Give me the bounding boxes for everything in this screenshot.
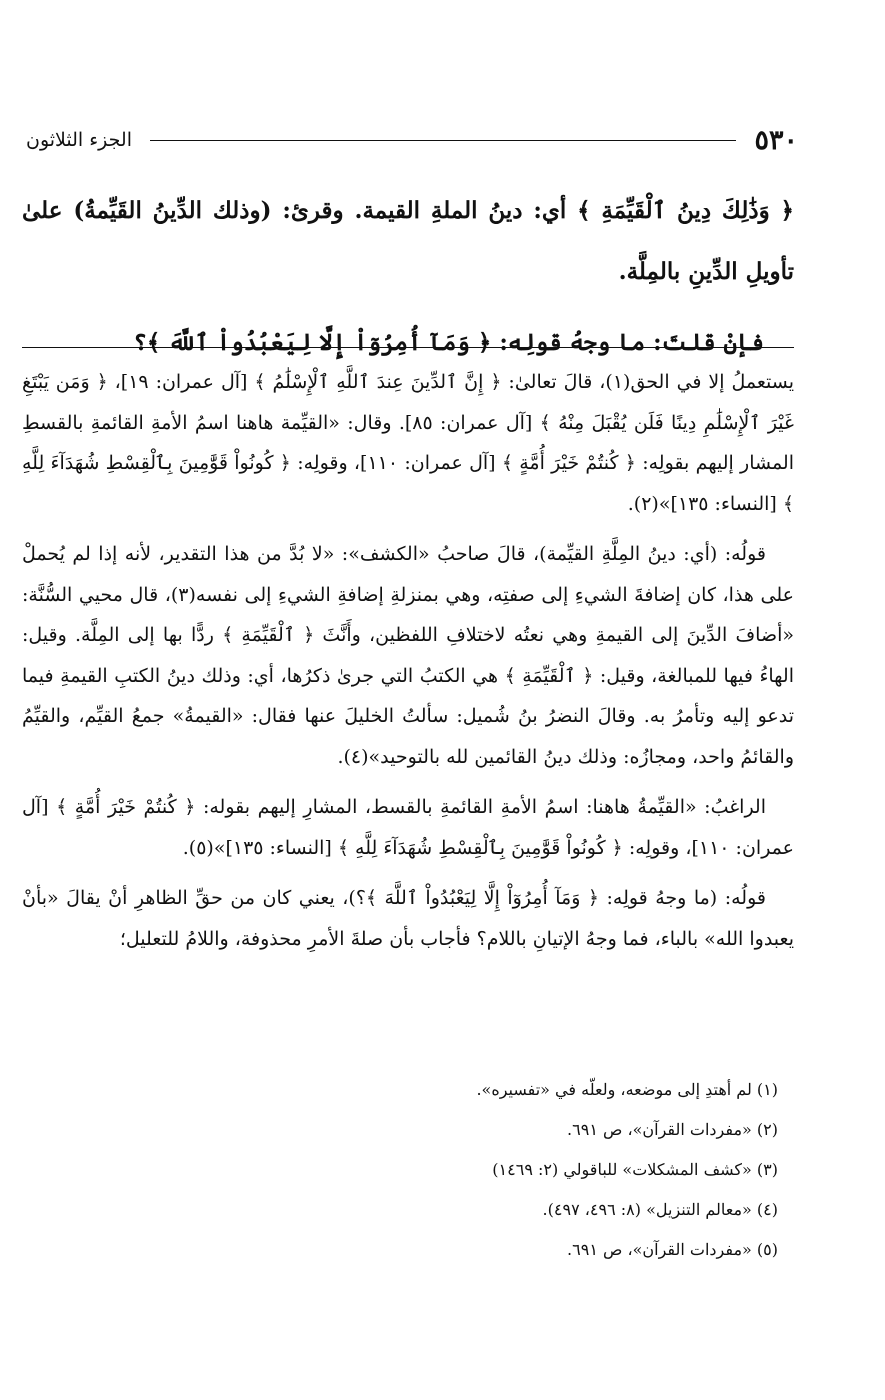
commentary-section — [22, 362, 794, 969]
main-paragraph-1: ﴿ وَذَٰلِكَ دِينُ ٱلْقَيِّمَةِ ﴾ أي: دينُ الملةِ القيمة. وقرئ: (وذلك الدِّينُ القَيِّمةُ) علىٰ تأويلِ الدِّينِ بالمِلَّة. — [22, 197, 794, 285]
main-text — [22, 180, 794, 373]
header-rule — [150, 140, 737, 141]
main-paragraph-2: فإنْ قلتَ: ما وجهُ قولِه: ﴿ وَمَآ أُمِرُوٓاْ إِلَّا لِيَعْبُدُواْ ٱللَّهَ ﴾؟ — [133, 329, 764, 356]
footnote-5: (٥) «مفردات القرآن»، ص ٦٩١. — [567, 1240, 778, 1259]
commentary-paragraph-3: الراغبُ: «القيِّمةُ هاهنا: اسمُ الأمةِ القائمةِ بالقسط، المشارِ إليهم بقوله: ﴿ كُنتُمْ خَيْرَ أُمَّةٍ ﴾ [آل عمران: ١١٠]، وقولِه: ﴿ كُونُواْ قَوَّٰمِينَ بِٱلْقِسْطِ شُهَدَآءَ لِلَّهِ ﴾ [النساء: ١٣٥]»(٥). — [22, 796, 794, 859]
footnote-4: (٤) «معالم التنزيل» (٨: ٤٩٦، ٤٩٧). — [542, 1200, 778, 1219]
commentary-paragraph-1: يستعملُ إلا في الحق(١)، قالَ تعالىٰ: ﴿ إِنَّ ٱلدِّينَ عِندَ ٱللَّهِ ٱلْإِسْلَٰمُ ﴾ [آل عمران: ١٩]، ﴿ وَمَن يَبْتَغِ غَيْرَ ٱلْإِسْلَٰمِ دِينًا فَلَن يُقْبَلَ مِنْهُ ﴾ [آل عمران: ٨٥]. وقال: «القيِّمة هاهنا اسمُ الأمةِ القائمةِ بالقسطِ المشار إليهم بقولِه: ﴿ كُنتُمْ خَيْرَ أُمَّةٍ ﴾ [آل عمران: ١١٠]، وقولِه: ﴿ كُونُواْ قَوَّٰمِينَ بِٱلْقِسْطِ شُهَدَآءَ لِلَّهِ ﴾ [النساء: ١٣٥]»(٢). — [22, 371, 795, 515]
footnote-1: (١) لم أهتدِ إلى موضعه، ولعلّه في «تفسيره». — [476, 1080, 778, 1099]
page-header — [26, 120, 798, 160]
commentary-paragraph-2: قولُه: (أي: دينُ المِلَّةِ القيِّمة)، قالَ صاحبُ «الكشف»: «لا بُدَّ من هذا التقدير، لأنه إذا لم يُحملْ على هذا، كان إضافةَ الشيءِ إلى صفتِه، وهي بمنزلةِ إضافةِ الشيءِ إلى نفسه(٣)، قال محيي السُّنَّة: «أضافَ الدِّينَ إلى القيمةِ وهي نعتُه لاختلافِ اللفظين، وأَنَّثَ ﴿ ٱلْقَيِّمَةِ ﴾ ردًّا بها إلى المِلَّة. وقيل: الهاءُ فيها للمبالغة، وقيل: ﴿ ٱلْقَيِّمَةِ ﴾ هي الكتبُ التي جرىٰ ذكرُها، أي: وذلك دينُ الكتبِ القيمةِ فيما تدعو إليه وتأمرُ به. وقالَ النضرُ بنُ شُميل: سألتُ الخليلَ عنها فقال: «القيمةُ» جمعُ القيِّم، والقيِّمُ والقائمُ واحد، ومجازُه: وذلك دينُ القائمين لله بالتوحيد»(٤). — [22, 543, 794, 768]
section-divider — [22, 347, 794, 348]
footnotes — [22, 1070, 794, 1270]
footnote-2: (٢) «مفردات القرآن»، ص ٦٩١. — [567, 1120, 778, 1139]
footnote-3: (٣) «كشف المشكلات» للباقولي (٢: ١٤٦٩) — [492, 1160, 778, 1179]
commentary-paragraph-4: قولُه: (ما وجهُ قولِه: ﴿ وَمَآ أُمِرُوٓاْ إِلَّا لِيَعْبُدُواْ ٱللَّهَ ﴾؟)، يعني كان من حقِّ الظاهرِ أنْ يقالَ «بأنْ يعبدوا الله» بالباء، فما وجهُ الإتيانِ باللام؟ فأجاب بأن صلةَ الأمرِ محذوفة، واللامُ للتعليل؛ — [22, 887, 794, 950]
page-number: ٥٣٠ — [754, 124, 798, 156]
running-title: الجزء الثلاثون — [26, 129, 132, 151]
